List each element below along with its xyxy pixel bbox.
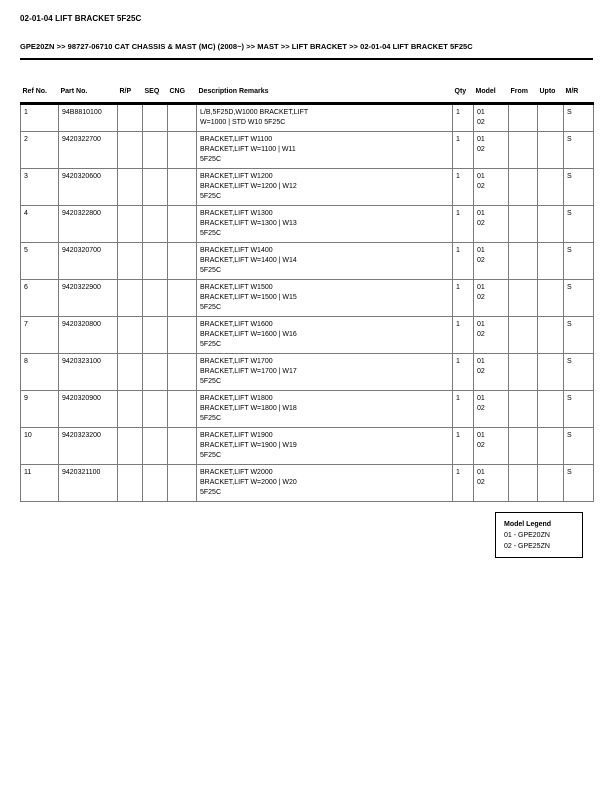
qty-cell: 1 — [453, 391, 474, 428]
model-code-line: 01 — [477, 247, 485, 254]
model-code-line: 02 — [477, 146, 485, 153]
description-line: BRACKET,LIFT W=1400 | W14 — [200, 257, 297, 264]
model-cell — [474, 132, 509, 169]
model-code-line: 01 — [477, 395, 485, 402]
description-line: BRACKET,LIFT W1400 — [200, 247, 273, 254]
ref-no-cell: 11 — [21, 465, 59, 502]
model-code-line: 01 — [477, 284, 485, 291]
table-row — [21, 428, 594, 465]
rp-cell — [118, 354, 143, 391]
model-cell — [474, 169, 509, 206]
model-cell — [474, 465, 509, 502]
mr-cell: S — [564, 317, 594, 354]
mr-cell: S — [564, 465, 594, 502]
ref-no-cell: 4 — [21, 206, 59, 243]
upto-cell — [538, 465, 564, 502]
column-header-part-no: Part No. — [59, 86, 118, 104]
seq-cell — [143, 317, 168, 354]
description-line: 5F25C — [200, 230, 222, 237]
mr-cell: S — [564, 391, 594, 428]
rp-cell — [118, 317, 143, 354]
part-no-cell: 9420322800 — [59, 206, 118, 243]
cng-cell — [168, 132, 197, 169]
cng-cell — [168, 317, 197, 354]
description-line: 5F25C — [200, 378, 222, 385]
rp-cell — [118, 280, 143, 317]
part-no-cell: 9420323100 — [59, 354, 118, 391]
mr-cell: S — [564, 206, 594, 243]
table-row — [21, 391, 594, 428]
cng-cell — [168, 169, 197, 206]
mr-cell: S — [564, 243, 594, 280]
description-line: BRACKET,LIFT W=1500 | W15 — [200, 294, 297, 301]
table-row — [21, 206, 594, 243]
model-cell — [474, 104, 509, 132]
table-row — [21, 465, 594, 502]
model-code-line: 01 — [477, 210, 485, 217]
upto-cell — [538, 169, 564, 206]
description-line: BRACKET,LIFT W=1200 | W12 — [200, 183, 297, 190]
page-title: 02-01-04 LIFT BRACKET 5F25C — [20, 14, 142, 23]
description-line: 5F25C — [200, 156, 222, 163]
ref-no-cell: 8 — [21, 354, 59, 391]
part-no-cell: 9420320600 — [59, 169, 118, 206]
description-line: 5F25C — [200, 452, 222, 459]
rp-cell — [118, 465, 143, 502]
parts-table — [20, 86, 594, 502]
model-code-line: 02 — [477, 331, 485, 338]
table-row — [21, 354, 594, 391]
description-line: BRACKET,LIFT W=1600 | W16 — [200, 331, 297, 338]
cng-cell — [168, 354, 197, 391]
table-row — [21, 169, 594, 206]
qty-cell: 1 — [453, 169, 474, 206]
from-cell — [509, 169, 538, 206]
mr-cell: S — [564, 354, 594, 391]
column-header-from: From — [509, 86, 538, 104]
model-cell — [474, 354, 509, 391]
mr-cell: S — [564, 104, 594, 132]
column-header-description: Description Remarks — [197, 86, 453, 104]
description-line: 5F25C — [200, 415, 222, 422]
from-cell — [509, 132, 538, 169]
ref-no-cell: 6 — [21, 280, 59, 317]
description-line: BRACKET,LIFT W1900 — [200, 432, 273, 439]
legend-area — [20, 512, 593, 558]
seq-cell — [143, 391, 168, 428]
description-cell — [197, 354, 453, 391]
rp-cell — [118, 104, 143, 132]
upto-cell — [538, 317, 564, 354]
description-line: 5F25C — [200, 489, 222, 496]
model-legend-items — [504, 530, 576, 552]
table-row — [21, 280, 594, 317]
cng-cell — [168, 280, 197, 317]
mr-cell: S — [564, 169, 594, 206]
model-code-line: 01 — [477, 321, 485, 328]
breadcrumb: GPE20ZN >> 98727-06710 CAT CHASSIS & MAST (MC) (2008~) >> MAST >> LIFT BRACKET >> 02-01-04 LIFT BRACKET 5F25C — [20, 42, 473, 51]
seq-cell — [143, 354, 168, 391]
model-code-line: 01 — [477, 173, 485, 180]
description-cell — [197, 169, 453, 206]
from-cell — [509, 243, 538, 280]
ref-no-cell: 10 — [21, 428, 59, 465]
ref-no-cell: 1 — [21, 104, 59, 132]
mr-cell: S — [564, 428, 594, 465]
from-cell — [509, 391, 538, 428]
description-cell — [197, 104, 453, 132]
part-no-cell: 9420320900 — [59, 391, 118, 428]
model-cell — [474, 317, 509, 354]
description-line: 5F25C — [200, 193, 222, 200]
part-no-cell: 9420320800 — [59, 317, 118, 354]
description-line: BRACKET,LIFT W1200 — [200, 173, 273, 180]
rp-cell — [118, 132, 143, 169]
rp-cell — [118, 206, 143, 243]
header-divider — [20, 58, 593, 60]
description-cell — [197, 132, 453, 169]
model-cell — [474, 206, 509, 243]
model-legend-title: Model Legend — [504, 521, 552, 528]
column-header-rp: R/P — [118, 86, 143, 104]
description-line: BRACKET,LIFT W=2000 | W20 — [200, 479, 297, 486]
part-no-cell: 9420322700 — [59, 132, 118, 169]
model-cell — [474, 391, 509, 428]
model-code-line: 02 — [477, 257, 485, 264]
column-header-model: Model — [474, 86, 509, 104]
from-cell — [509, 428, 538, 465]
model-legend-item: 01 - GPE20ZN — [504, 532, 550, 539]
description-line: BRACKET,LIFT W=1300 | W13 — [200, 220, 297, 227]
description-line: 5F25C — [200, 267, 222, 274]
table-row — [21, 317, 594, 354]
from-cell — [509, 317, 538, 354]
description-cell — [197, 391, 453, 428]
model-code-line: 01 — [477, 469, 485, 476]
model-legend-item: 02 - GPE25ZN — [504, 543, 550, 550]
model-code-line: 02 — [477, 405, 485, 412]
cng-cell — [168, 206, 197, 243]
seq-cell — [143, 104, 168, 132]
ref-no-cell: 9 — [21, 391, 59, 428]
model-code-line: 02 — [477, 442, 485, 449]
table-row — [21, 243, 594, 280]
description-line: BRACKET,LIFT W=1700 | W17 — [200, 368, 297, 375]
column-header-cng: CNG — [168, 86, 197, 104]
description-line: BRACKET,LIFT W1800 — [200, 395, 273, 402]
ref-no-cell: 7 — [21, 317, 59, 354]
model-code-line: 02 — [477, 479, 485, 486]
seq-cell — [143, 428, 168, 465]
description-line: BRACKET,LIFT W1700 — [200, 358, 273, 365]
qty-cell: 1 — [453, 132, 474, 169]
upto-cell — [538, 132, 564, 169]
from-cell — [509, 104, 538, 132]
qty-cell: 1 — [453, 354, 474, 391]
upto-cell — [538, 243, 564, 280]
description-line: 5F25C — [200, 341, 222, 348]
seq-cell — [143, 132, 168, 169]
description-cell — [197, 428, 453, 465]
upto-cell — [538, 280, 564, 317]
description-cell — [197, 243, 453, 280]
cng-cell — [168, 465, 197, 502]
column-header-qty: Qty — [453, 86, 474, 104]
cng-cell — [168, 243, 197, 280]
description-cell — [197, 280, 453, 317]
model-code-line: 02 — [477, 119, 485, 126]
description-line: BRACKET,LIFT W=1100 | W11 — [200, 146, 296, 153]
seq-cell — [143, 243, 168, 280]
upto-cell — [538, 206, 564, 243]
mr-cell: S — [564, 132, 594, 169]
model-cell — [474, 428, 509, 465]
part-no-cell: 9420320700 — [59, 243, 118, 280]
description-line: L/B,5F25D,W1000 BRACKET,LIFT — [200, 109, 309, 116]
seq-cell — [143, 465, 168, 502]
from-cell — [509, 465, 538, 502]
part-no-cell: 9420322900 — [59, 280, 118, 317]
description-line: BRACKET,LIFT W2000 — [200, 469, 273, 476]
upto-cell — [538, 428, 564, 465]
description-line: BRACKET,LIFT W1300 — [200, 210, 273, 217]
description-line: BRACKET,LIFT W1500 — [200, 284, 273, 291]
part-no-cell: 9420323200 — [59, 428, 118, 465]
column-header-mr: M/R — [564, 86, 594, 104]
part-no-cell: 94B8810100 — [59, 104, 118, 132]
rp-cell — [118, 243, 143, 280]
description-cell — [197, 317, 453, 354]
cng-cell — [168, 104, 197, 132]
description-cell — [197, 465, 453, 502]
table-row — [21, 104, 594, 132]
description-line: BRACKET,LIFT W=1900 | W19 — [200, 442, 297, 449]
description-line: 5F25C — [200, 304, 222, 311]
qty-cell: 1 — [453, 206, 474, 243]
seq-cell — [143, 169, 168, 206]
column-header-ref-no: Ref No. — [21, 86, 59, 104]
qty-cell: 1 — [453, 317, 474, 354]
model-code-line: 01 — [477, 136, 485, 143]
ref-no-cell: 5 — [21, 243, 59, 280]
seq-cell — [143, 280, 168, 317]
description-line: BRACKET,LIFT W1600 — [200, 321, 273, 328]
model-legend — [495, 512, 583, 558]
model-code-line: 02 — [477, 294, 485, 301]
qty-cell: 1 — [453, 280, 474, 317]
upto-cell — [538, 104, 564, 132]
column-header-seq: SEQ — [143, 86, 168, 104]
ref-no-cell: 2 — [21, 132, 59, 169]
from-cell — [509, 280, 538, 317]
model-code-line: 01 — [477, 358, 485, 365]
cng-cell — [168, 428, 197, 465]
cng-cell — [168, 391, 197, 428]
column-header-upto: Upto — [538, 86, 564, 104]
description-line: W=1000 | STD W10 5F25C — [200, 119, 286, 126]
parts-table-body — [21, 104, 594, 502]
model-code-line: 02 — [477, 368, 485, 375]
upto-cell — [538, 391, 564, 428]
mr-cell: S — [564, 280, 594, 317]
table-row — [21, 132, 594, 169]
upto-cell — [538, 354, 564, 391]
description-cell — [197, 206, 453, 243]
ref-no-cell: 3 — [21, 169, 59, 206]
model-code-line: 01 — [477, 109, 485, 116]
model-cell — [474, 280, 509, 317]
rp-cell — [118, 169, 143, 206]
model-code-line: 01 — [477, 432, 485, 439]
qty-cell: 1 — [453, 104, 474, 132]
part-no-cell: 9420321100 — [59, 465, 118, 502]
from-cell — [509, 354, 538, 391]
qty-cell: 1 — [453, 428, 474, 465]
rp-cell — [118, 428, 143, 465]
model-code-line: 02 — [477, 220, 485, 227]
rp-cell — [118, 391, 143, 428]
from-cell — [509, 206, 538, 243]
description-line: BRACKET,LIFT W1100 — [200, 136, 273, 143]
qty-cell: 1 — [453, 465, 474, 502]
qty-cell: 1 — [453, 243, 474, 280]
table-header-row — [21, 86, 594, 104]
description-line: BRACKET,LIFT W=1800 | W18 — [200, 405, 297, 412]
model-cell — [474, 243, 509, 280]
seq-cell — [143, 206, 168, 243]
model-code-line: 02 — [477, 183, 485, 190]
